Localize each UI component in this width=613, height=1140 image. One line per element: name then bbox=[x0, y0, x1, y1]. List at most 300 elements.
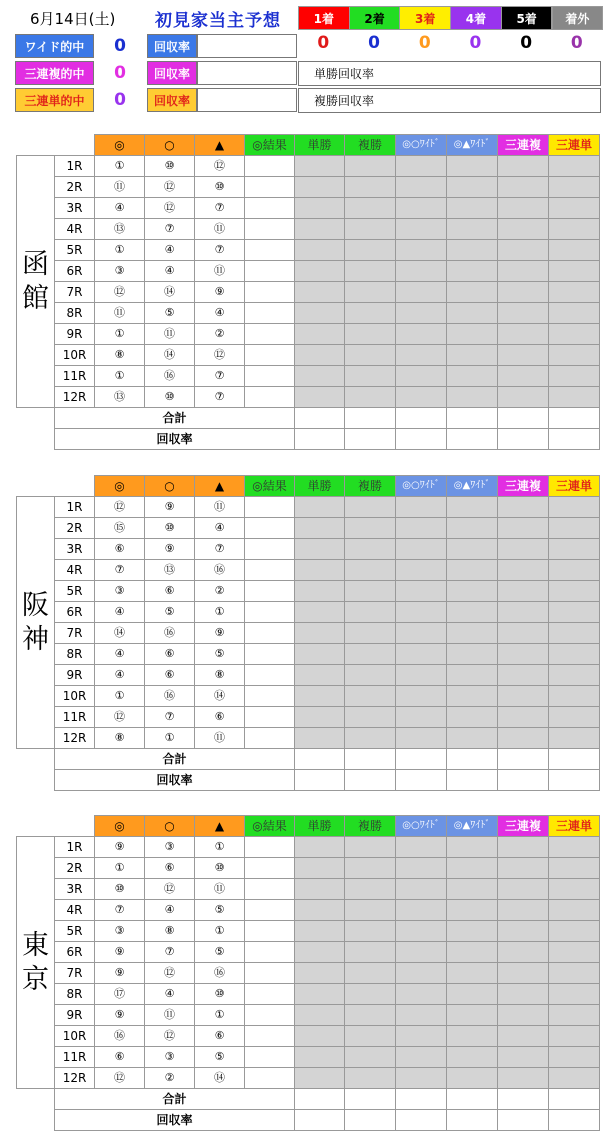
payout-cell-fukusho[interactable] bbox=[345, 921, 396, 942]
payout-cell-fukusho[interactable] bbox=[345, 858, 396, 879]
payout-cell-wide-1[interactable] bbox=[396, 623, 447, 644]
payout-cell-wide-1[interactable] bbox=[396, 686, 447, 707]
payout-cell-wide-2[interactable] bbox=[447, 1047, 498, 1068]
payout-cell-wide-1[interactable] bbox=[396, 387, 447, 408]
result-cell[interactable] bbox=[245, 644, 295, 665]
payout-cell-wide-1[interactable] bbox=[396, 728, 447, 749]
payout-cell-fukusho[interactable] bbox=[345, 1068, 396, 1089]
payout-cell-sanrenpuku[interactable] bbox=[498, 644, 549, 665]
payout-cell-tansho[interactable] bbox=[295, 539, 345, 560]
payout-cell-wide-2[interactable] bbox=[447, 1005, 498, 1026]
payout-cell-tansho[interactable] bbox=[295, 1005, 345, 1026]
payout-cell-fukusho[interactable] bbox=[345, 387, 396, 408]
payout-cell-wide-2[interactable] bbox=[447, 623, 498, 644]
payout-cell-wide-1[interactable] bbox=[396, 560, 447, 581]
payout-cell-sanrenpuku[interactable] bbox=[498, 963, 549, 984]
table-row bbox=[17, 177, 600, 198]
race-number: 1R bbox=[55, 156, 95, 177]
payout-cell-wide-1[interactable] bbox=[396, 539, 447, 560]
payout-cell-sanrentan[interactable] bbox=[549, 387, 600, 408]
payout-cell-sanrenpuku[interactable] bbox=[498, 623, 549, 644]
payout-cell-sanrenpuku[interactable] bbox=[498, 581, 549, 602]
result-cell[interactable] bbox=[245, 282, 295, 303]
payout-cell-fukusho[interactable] bbox=[345, 219, 396, 240]
payout-cell-wide-1[interactable] bbox=[396, 240, 447, 261]
stat-value-0: 0 bbox=[114, 36, 126, 56]
payout-cell-sanrentan[interactable] bbox=[549, 366, 600, 387]
result-cell[interactable] bbox=[245, 387, 295, 408]
result-cell[interactable] bbox=[245, 623, 295, 644]
payout-cell-wide-2[interactable] bbox=[447, 219, 498, 240]
payout-cell-sanrentan[interactable] bbox=[549, 219, 600, 240]
payout-cell-fukusho[interactable] bbox=[345, 900, 396, 921]
payout-cell-wide-1[interactable] bbox=[396, 1068, 447, 1089]
payout-cell-wide-2[interactable] bbox=[447, 900, 498, 921]
payout-cell-sanrenpuku[interactable] bbox=[498, 177, 549, 198]
payout-cell-wide-1[interactable] bbox=[396, 858, 447, 879]
result-cell[interactable] bbox=[245, 728, 295, 749]
race-number: 12R bbox=[55, 728, 95, 749]
payout-cell-fukusho[interactable] bbox=[345, 497, 396, 518]
pick-tanana: ⑪ bbox=[195, 261, 245, 282]
pick-tanana: ① bbox=[195, 602, 245, 623]
payout-cell-wide-2[interactable] bbox=[447, 1026, 498, 1047]
payout-cell-wide-1[interactable] bbox=[396, 1047, 447, 1068]
payout-cell-wide-1[interactable] bbox=[396, 366, 447, 387]
payout-cell-wide-2[interactable] bbox=[447, 518, 498, 539]
payout-cell-sanrenpuku[interactable] bbox=[498, 686, 549, 707]
result-cell[interactable] bbox=[245, 963, 295, 984]
payout-cell-wide-1[interactable] bbox=[396, 581, 447, 602]
payout-cell-tansho[interactable] bbox=[295, 879, 345, 900]
payout-cell-wide-2[interactable] bbox=[447, 942, 498, 963]
finish-label-3: 3着 bbox=[399, 6, 451, 30]
payout-cell-tansho[interactable] bbox=[295, 900, 345, 921]
payout-cell-wide-2[interactable] bbox=[447, 303, 498, 324]
payout-cell-tansho[interactable] bbox=[295, 921, 345, 942]
payout-cell-sanrentan[interactable] bbox=[549, 1047, 600, 1068]
summary-cell-sanrenpuku bbox=[498, 1110, 549, 1131]
payout-cell-sanrentan[interactable] bbox=[549, 900, 600, 921]
payout-cell-tansho[interactable] bbox=[295, 858, 345, 879]
payout-cell-sanrentan[interactable] bbox=[549, 921, 600, 942]
result-cell[interactable] bbox=[245, 240, 295, 261]
payout-cell-sanrenpuku[interactable] bbox=[498, 497, 549, 518]
payout-cell-wide-2[interactable] bbox=[447, 177, 498, 198]
payout-cell-fukusho[interactable] bbox=[345, 1047, 396, 1068]
payout-cell-sanrentan[interactable] bbox=[549, 497, 600, 518]
payout-cell-tansho[interactable] bbox=[295, 728, 345, 749]
result-cell[interactable] bbox=[245, 261, 295, 282]
payout-cell-wide-1[interactable] bbox=[396, 602, 447, 623]
payout-cell-sanrentan[interactable] bbox=[549, 581, 600, 602]
payout-cell-sanrenpuku[interactable] bbox=[498, 518, 549, 539]
payout-cell-sanrentan[interactable] bbox=[549, 984, 600, 1005]
payout-cell-wide-1[interactable] bbox=[396, 219, 447, 240]
payout-cell-fukusho[interactable] bbox=[345, 366, 396, 387]
payout-cell-tansho[interactable] bbox=[295, 1026, 345, 1047]
payout-cell-tansho[interactable] bbox=[295, 198, 345, 219]
payout-cell-sanrenpuku[interactable] bbox=[498, 707, 549, 728]
payout-cell-tansho[interactable] bbox=[295, 837, 345, 858]
table-row bbox=[17, 560, 600, 581]
payout-cell-fukusho[interactable] bbox=[345, 837, 396, 858]
payout-cell-wide-1[interactable] bbox=[396, 900, 447, 921]
payout-cell-sanrenpuku[interactable] bbox=[498, 282, 549, 303]
payout-cell-wide-2[interactable] bbox=[447, 366, 498, 387]
payout-cell-wide-1[interactable] bbox=[396, 942, 447, 963]
payout-cell-sanrenpuku[interactable] bbox=[498, 261, 549, 282]
payout-cell-wide-2[interactable] bbox=[447, 837, 498, 858]
table-row bbox=[17, 345, 600, 366]
payout-cell-sanrenpuku[interactable] bbox=[498, 837, 549, 858]
payout-cell-wide-2[interactable] bbox=[447, 240, 498, 261]
table-row bbox=[17, 707, 600, 728]
payout-cell-wide-2[interactable] bbox=[447, 707, 498, 728]
payout-cell-wide-2[interactable] bbox=[447, 665, 498, 686]
payout-cell-wide-1[interactable] bbox=[396, 1005, 447, 1026]
result-cell[interactable] bbox=[245, 518, 295, 539]
result-cell[interactable] bbox=[245, 560, 295, 581]
payout-cell-wide-1[interactable] bbox=[396, 303, 447, 324]
payout-cell-sanrentan[interactable] bbox=[549, 707, 600, 728]
table-row bbox=[17, 837, 600, 858]
table-row bbox=[17, 665, 600, 686]
payout-cell-wide-2[interactable] bbox=[447, 728, 498, 749]
payout-cell-sanrenpuku[interactable] bbox=[498, 345, 549, 366]
race-number: 10R bbox=[55, 686, 95, 707]
table-row bbox=[17, 879, 600, 900]
payout-cell-fukusho[interactable] bbox=[345, 1005, 396, 1026]
payout-cell-wide-1[interactable] bbox=[396, 921, 447, 942]
payout-cell-wide-2[interactable] bbox=[447, 539, 498, 560]
result-cell[interactable] bbox=[245, 156, 295, 177]
payout-cell-fukusho[interactable] bbox=[345, 198, 396, 219]
payout-cell-sanrentan[interactable] bbox=[549, 837, 600, 858]
payout-cell-wide-1[interactable] bbox=[396, 963, 447, 984]
payout-cell-tansho[interactable] bbox=[295, 219, 345, 240]
payout-cell-wide-1[interactable] bbox=[396, 282, 447, 303]
result-cell[interactable] bbox=[245, 707, 295, 728]
payout-cell-sanrenpuku[interactable] bbox=[498, 156, 549, 177]
payout-cell-wide-2[interactable] bbox=[447, 1068, 498, 1089]
payout-cell-sanrentan[interactable] bbox=[549, 1068, 600, 1089]
payout-cell-sanrentan[interactable] bbox=[549, 602, 600, 623]
payout-cell-fukusho[interactable] bbox=[345, 602, 396, 623]
payout-cell-fukusho[interactable] bbox=[345, 282, 396, 303]
payout-cell-sanrenpuku[interactable] bbox=[498, 240, 549, 261]
finish-label-6: 着外 bbox=[552, 6, 604, 30]
result-cell[interactable] bbox=[245, 1047, 295, 1068]
payout-cell-wide-1[interactable] bbox=[396, 156, 447, 177]
payout-cell-sanrenpuku[interactable] bbox=[498, 984, 549, 1005]
payout-cell-tansho[interactable] bbox=[295, 1068, 345, 1089]
result-cell[interactable] bbox=[245, 219, 295, 240]
payout-cell-sanrentan[interactable] bbox=[549, 623, 600, 644]
payout-cell-wide-1[interactable] bbox=[396, 345, 447, 366]
payout-cell-tansho[interactable] bbox=[295, 387, 345, 408]
payout-cell-sanrentan[interactable] bbox=[549, 345, 600, 366]
payout-cell-tansho[interactable] bbox=[295, 560, 345, 581]
summary-label-total: 合計 bbox=[55, 408, 295, 429]
race-number: 4R bbox=[55, 560, 95, 581]
payout-cell-wide-1[interactable] bbox=[396, 707, 447, 728]
payout-cell-wide-1[interactable] bbox=[396, 665, 447, 686]
payout-cell-tansho[interactable] bbox=[295, 1047, 345, 1068]
payout-cell-sanrentan[interactable] bbox=[549, 665, 600, 686]
column-header-wide-1: ◎○ﾜｲﾄﾞ bbox=[396, 476, 447, 497]
payout-cell-fukusho[interactable] bbox=[345, 261, 396, 282]
payout-cell-fukusho[interactable] bbox=[345, 963, 396, 984]
payout-cell-wide-2[interactable] bbox=[447, 156, 498, 177]
payout-cell-sanrenpuku[interactable] bbox=[498, 602, 549, 623]
payout-cell-sanrenpuku[interactable] bbox=[498, 560, 549, 581]
payout-cell-wide-2[interactable] bbox=[447, 345, 498, 366]
race-number: 3R bbox=[55, 539, 95, 560]
payout-cell-sanrenpuku[interactable] bbox=[498, 1068, 549, 1089]
result-cell[interactable] bbox=[245, 602, 295, 623]
payout-cell-sanrenpuku[interactable] bbox=[498, 1026, 549, 1047]
payout-cell-sanrentan[interactable] bbox=[549, 686, 600, 707]
result-cell[interactable] bbox=[245, 879, 295, 900]
payout-cell-sanrenpuku[interactable] bbox=[498, 303, 549, 324]
payout-cell-sanrenpuku[interactable] bbox=[498, 387, 549, 408]
payout-cell-wide-2[interactable] bbox=[447, 324, 498, 345]
payout-cell-fukusho[interactable] bbox=[345, 686, 396, 707]
payout-cell-fukusho[interactable] bbox=[345, 707, 396, 728]
stat-rate-value-2 bbox=[197, 88, 297, 112]
payout-cell-wide-2[interactable] bbox=[447, 686, 498, 707]
payout-cell-sanrentan[interactable] bbox=[549, 240, 600, 261]
payout-cell-tansho[interactable] bbox=[295, 156, 345, 177]
payout-cell-wide-1[interactable] bbox=[396, 644, 447, 665]
payout-cell-wide-2[interactable] bbox=[447, 387, 498, 408]
payout-cell-tansho[interactable] bbox=[295, 366, 345, 387]
payout-cell-tansho[interactable] bbox=[295, 942, 345, 963]
result-cell[interactable] bbox=[245, 198, 295, 219]
payout-cell-wide-2[interactable] bbox=[447, 984, 498, 1005]
payout-cell-sanrenpuku[interactable] bbox=[498, 900, 549, 921]
pick-taikou: ⑦ bbox=[145, 219, 195, 240]
payout-cell-sanrenpuku[interactable] bbox=[498, 324, 549, 345]
payout-cell-wide-1[interactable] bbox=[396, 198, 447, 219]
summary-cell-sanrentan bbox=[549, 770, 600, 791]
payout-cell-sanrenpuku[interactable] bbox=[498, 728, 549, 749]
payout-cell-fukusho[interactable] bbox=[345, 240, 396, 261]
result-cell[interactable] bbox=[245, 303, 295, 324]
payout-cell-sanrentan[interactable] bbox=[549, 560, 600, 581]
payout-cell-sanrenpuku[interactable] bbox=[498, 1005, 549, 1026]
finish-count-3: 0 bbox=[418, 33, 431, 53]
table-row bbox=[17, 1068, 600, 1089]
payout-cell-fukusho[interactable] bbox=[345, 581, 396, 602]
payout-cell-fukusho[interactable] bbox=[345, 345, 396, 366]
result-cell[interactable] bbox=[245, 1026, 295, 1047]
payout-cell-fukusho[interactable] bbox=[345, 984, 396, 1005]
payout-cell-sanrentan[interactable] bbox=[549, 324, 600, 345]
payout-cell-tansho[interactable] bbox=[295, 686, 345, 707]
payout-cell-sanrentan[interactable] bbox=[549, 539, 600, 560]
payout-cell-sanrentan[interactable] bbox=[549, 644, 600, 665]
payout-cell-wide-1[interactable] bbox=[396, 837, 447, 858]
payout-cell-sanrenpuku[interactable] bbox=[498, 198, 549, 219]
payout-cell-sanrenpuku[interactable] bbox=[498, 879, 549, 900]
payout-cell-fukusho[interactable] bbox=[345, 539, 396, 560]
payout-cell-wide-2[interactable] bbox=[447, 644, 498, 665]
pick-honmei: ⑦ bbox=[95, 560, 145, 581]
payout-cell-fukusho[interactable] bbox=[345, 1026, 396, 1047]
payout-cell-wide-1[interactable] bbox=[396, 261, 447, 282]
result-cell[interactable] bbox=[245, 345, 295, 366]
payout-cell-wide-2[interactable] bbox=[447, 198, 498, 219]
summary-cell-tansho bbox=[295, 1110, 345, 1131]
payout-cell-wide-1[interactable] bbox=[396, 177, 447, 198]
payout-cell-wide-2[interactable] bbox=[447, 963, 498, 984]
payout-cell-sanrentan[interactable] bbox=[549, 879, 600, 900]
payout-cell-wide-2[interactable] bbox=[447, 602, 498, 623]
payout-cell-tansho[interactable] bbox=[295, 602, 345, 623]
payout-cell-fukusho[interactable] bbox=[345, 560, 396, 581]
result-cell[interactable] bbox=[245, 921, 295, 942]
payout-cell-tansho[interactable] bbox=[295, 581, 345, 602]
result-cell[interactable] bbox=[245, 1005, 295, 1026]
payout-cell-sanrentan[interactable] bbox=[549, 198, 600, 219]
payout-cell-sanrentan[interactable] bbox=[549, 1005, 600, 1026]
result-cell[interactable] bbox=[245, 686, 295, 707]
result-cell[interactable] bbox=[245, 324, 295, 345]
result-cell[interactable] bbox=[245, 539, 295, 560]
payout-cell-sanrenpuku[interactable] bbox=[498, 921, 549, 942]
payout-cell-tansho[interactable] bbox=[295, 261, 345, 282]
payout-cell-sanrentan[interactable] bbox=[549, 156, 600, 177]
result-cell[interactable] bbox=[245, 665, 295, 686]
summary-cell-fukusho bbox=[345, 749, 396, 770]
result-cell[interactable] bbox=[245, 497, 295, 518]
payout-cell-wide-2[interactable] bbox=[447, 261, 498, 282]
summary-cell-fukusho bbox=[345, 408, 396, 429]
table-row bbox=[17, 728, 600, 749]
payout-cell-fukusho[interactable] bbox=[345, 623, 396, 644]
payout-cell-sanrentan[interactable] bbox=[549, 518, 600, 539]
result-cell[interactable] bbox=[245, 1068, 295, 1089]
payout-cell-sanrenpuku[interactable] bbox=[498, 858, 549, 879]
payout-cell-wide-2[interactable] bbox=[447, 497, 498, 518]
payout-cell-tansho[interactable] bbox=[295, 623, 345, 644]
payout-cell-fukusho[interactable] bbox=[345, 644, 396, 665]
payout-cell-sanrentan[interactable] bbox=[549, 858, 600, 879]
payout-cell-sanrenpuku[interactable] bbox=[498, 942, 549, 963]
payout-cell-sanrentan[interactable] bbox=[549, 282, 600, 303]
table-row bbox=[17, 686, 600, 707]
table-row bbox=[17, 1005, 600, 1026]
table-row bbox=[17, 366, 600, 387]
pick-tanana: ① bbox=[195, 1005, 245, 1026]
payout-cell-tansho[interactable] bbox=[295, 984, 345, 1005]
payout-cell-tansho[interactable] bbox=[295, 240, 345, 261]
payout-cell-tansho[interactable] bbox=[295, 963, 345, 984]
payout-cell-wide-2[interactable] bbox=[447, 879, 498, 900]
payout-cell-tansho[interactable] bbox=[295, 497, 345, 518]
payout-cell-sanrentan[interactable] bbox=[549, 177, 600, 198]
payout-cell-wide-1[interactable] bbox=[396, 879, 447, 900]
payout-cell-sanrentan[interactable] bbox=[549, 963, 600, 984]
result-cell[interactable] bbox=[245, 581, 295, 602]
payout-cell-fukusho[interactable] bbox=[345, 942, 396, 963]
result-cell[interactable] bbox=[245, 900, 295, 921]
payout-cell-tansho[interactable] bbox=[295, 518, 345, 539]
pick-taikou: ⑨ bbox=[145, 539, 195, 560]
result-cell[interactable] bbox=[245, 177, 295, 198]
pick-taikou: ⑫ bbox=[145, 879, 195, 900]
payout-cell-wide-1[interactable] bbox=[396, 324, 447, 345]
payout-cell-wide-1[interactable] bbox=[396, 1026, 447, 1047]
payout-cell-wide-2[interactable] bbox=[447, 282, 498, 303]
payout-cell-wide-1[interactable] bbox=[396, 497, 447, 518]
payout-cell-sanrenpuku[interactable] bbox=[498, 219, 549, 240]
stat-rate-label-1: 回収率 bbox=[147, 61, 197, 85]
payout-cell-sanrentan[interactable] bbox=[549, 942, 600, 963]
column-header-fukusho: 複勝 bbox=[345, 135, 396, 156]
payout-cell-sanrenpuku[interactable] bbox=[498, 539, 549, 560]
payout-cell-tansho[interactable] bbox=[295, 665, 345, 686]
pick-honmei: ⑬ bbox=[95, 219, 145, 240]
payout-cell-sanrentan[interactable] bbox=[549, 261, 600, 282]
summary-blank bbox=[17, 1089, 55, 1110]
result-cell[interactable] bbox=[245, 858, 295, 879]
payout-cell-fukusho[interactable] bbox=[345, 518, 396, 539]
summary-cell-sanrentan bbox=[549, 408, 600, 429]
payout-cell-sanrenpuku[interactable] bbox=[498, 1047, 549, 1068]
payout-cell-fukusho[interactable] bbox=[345, 303, 396, 324]
payout-cell-sanrenpuku[interactable] bbox=[498, 665, 549, 686]
pick-honmei: ① bbox=[95, 156, 145, 177]
payout-cell-sanrentan[interactable] bbox=[549, 1026, 600, 1047]
payout-cell-wide-1[interactable] bbox=[396, 984, 447, 1005]
payout-cell-fukusho[interactable] bbox=[345, 324, 396, 345]
payout-cell-fukusho[interactable] bbox=[345, 665, 396, 686]
payout-cell-tansho[interactable] bbox=[295, 177, 345, 198]
payout-cell-tansho[interactable] bbox=[295, 282, 345, 303]
payout-cell-tansho[interactable] bbox=[295, 345, 345, 366]
pick-honmei: ③ bbox=[95, 261, 145, 282]
pick-tanana: ⑦ bbox=[195, 366, 245, 387]
summary-label-rate: 回収率 bbox=[55, 429, 295, 450]
payout-cell-sanrentan[interactable] bbox=[549, 303, 600, 324]
pick-taikou: ⑫ bbox=[145, 963, 195, 984]
payout-cell-wide-2[interactable] bbox=[447, 921, 498, 942]
payout-cell-tansho[interactable] bbox=[295, 644, 345, 665]
payout-cell-fukusho[interactable] bbox=[345, 177, 396, 198]
result-cell[interactable] bbox=[245, 366, 295, 387]
result-cell[interactable] bbox=[245, 837, 295, 858]
payout-cell-wide-2[interactable] bbox=[447, 858, 498, 879]
payout-cell-sanrentan[interactable] bbox=[549, 728, 600, 749]
payout-cell-tansho[interactable] bbox=[295, 324, 345, 345]
payout-cell-fukusho[interactable] bbox=[345, 156, 396, 177]
payout-cell-wide-2[interactable] bbox=[447, 560, 498, 581]
payout-cell-wide-2[interactable] bbox=[447, 581, 498, 602]
result-cell[interactable] bbox=[245, 942, 295, 963]
payout-cell-tansho[interactable] bbox=[295, 303, 345, 324]
result-cell[interactable] bbox=[245, 984, 295, 1005]
pick-taikou: ⑫ bbox=[145, 177, 195, 198]
payout-cell-wide-1[interactable] bbox=[396, 518, 447, 539]
payout-cell-fukusho[interactable] bbox=[345, 879, 396, 900]
payout-cell-fukusho[interactable] bbox=[345, 728, 396, 749]
payout-cell-tansho[interactable] bbox=[295, 707, 345, 728]
payout-cell-sanrenpuku[interactable] bbox=[498, 366, 549, 387]
pick-taikou: ④ bbox=[145, 240, 195, 261]
